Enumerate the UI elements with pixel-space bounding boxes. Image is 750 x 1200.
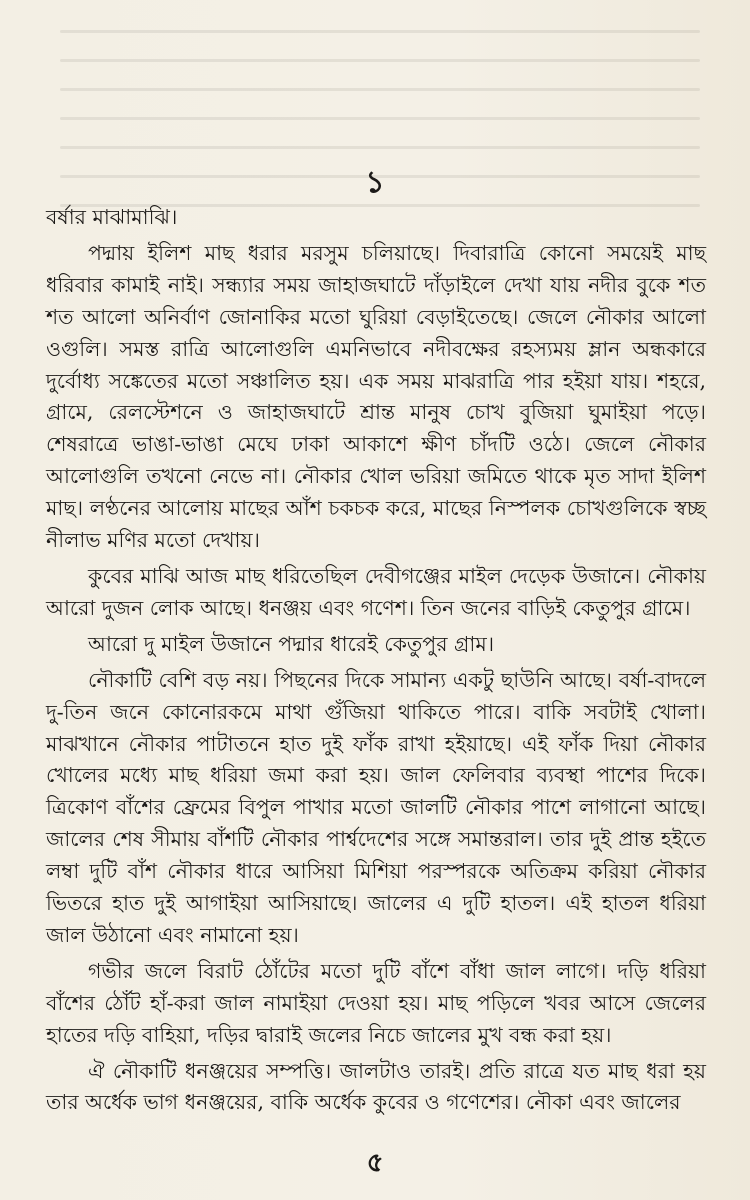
paragraph: পদ্মায় ইলিশ মাছ ধরার মরসুম চলিয়াছে। দিবারাত্রি কোনো সময়েই মাছ ধরিবার কামাই নাই। সন্ধ্যার সময় জাহাজঘাটে দাঁড়াইলে দেখা যায় নদীর বুকে শত শত আলো অনির্বাণ জোনাকির মতো ঘুরিয়া বেড়াইতেছে। জেলে নৌকার আলো ওগুলি। সমস্ত রাত্রি আলোগুলি এমনিভাবে নদীবক্ষের রহস্যময় ম্লান অন্ধকারে দুর্বোধ্য সঙ্কেতের মতো সঞ্চালিত হয়। এক সময় মাঝরাত্রি পার হইয়া যায়। শহরে, গ্রামে, রেলস্টেশনে ও জাহাজঘাটে শ্রান্ত মানুষ চোখ বুজিয়া ঘুমাইয়া পড়ে। শেষরাত্রে ভাঙা-ভাঙা মেঘে ঢাকা আকাশে ক্ষীণ চাঁদটি ওঠে। জেলে নৌকার আলোগুলি তখনো নেভে না। নৌকার খোল ভরিয়া জমিতে থাকে মৃত সাদা ইলিশ মাছ। লণ্ঠনের আলোয় মাছের আঁশ চকচক করে, মাছের নিস্পলক চোখগুলিকে স্বচ্ছ নীলাভ মণির মতো দেখায়। — [46, 240, 706, 553]
paragraph: ঐ নৌকাটি ধনঞ্জয়ের সম্পত্তি। জালটাও তারই। প্রতি রাত্রে যত মাছ ধরা হয় তার অর্ধেক ভাগ ধনঞ্জয়ের, বাকি অর্ধেক কুবের ও গণেশের। নৌকা এবং জালের — [46, 1058, 706, 1115]
paragraph: আরো দু মাইল উজানে পদ্মার ধারেই কেতুপুর গ্রাম। — [88, 631, 495, 656]
paragraph: বর্ষার মাঝামাঝি। — [46, 205, 178, 229]
page-number: ৫ — [366, 1148, 384, 1178]
paragraph: কুবের মাঝি আজ মাছ ধরিতেছিল দেবীগঞ্জের মাইল দেড়েক উজানে। নৌকায় আরো দুজন লোক আছে। ধনঞ্জয় এবং গণেশ। তিন জনের বাড়িই কেতুপুর গ্রামে। — [46, 563, 706, 620]
paragraph: নৌকাটি বেশি বড় নয়। পিছনের দিকে সামান্য একটু ছাউনি আছে। বর্ষা-বাদলে দু-তিন জনে কোনোরকমে মাথা গুঁজিয়া থাকিতে পারে। বাকি সবটাই খোলা। মাঝখানে নৌকার পাটাতনে হাত দুই ফাঁক রাখা হইয়াছে। এই ফাঁক দিয়া নৌকার খোলের মধ্যে মাছ ধরিয়া জমা করা হয়। জাল ফেলিবার ব্যবস্থা পাশের দিকে। ত্রিকোণ বাঁশের ফ্রেমের বিপুল পাখার মতো জালটি নৌকার পাশে লাগানো আছে। জালের শেষ সীমায় বাঁশটি নৌকার পার্শ্বদেশের সঙ্গে সমান্তরাল। তার দুই প্রান্ত হইতে লম্বা দুটি বাঁশ নৌকার ধারে আসিয়া মিশিয়া পরস্পরকে অতিক্রম করিয়া নৌকার ভিতরে হাত দুই আগাইয়া আসিয়াছে। জালের এ দুটি হাতল। এই হাতল ধরিয়া জাল উঠানো এবং নামানো হয়। — [46, 667, 706, 947]
body-text — [46, 202, 706, 1123]
chapter-number: ১ — [365, 165, 385, 200]
paragraph: গভীর জলে বিরাট ঠোঁটের মতো দুটি বাঁশে বাঁধা জাল লাগে। দড়ি ধরিয়া বাঁশের ঠোঁট হাঁ-করা জাল নামাইয়া দেওয়া হয়। মাছ পড়িলে খবর আসে জেলের হাতের দড়ি বাহিয়া, দড়ির দ্বারাই জলের নিচে জালের মুখ বন্ধ করা হয়। — [46, 958, 706, 1047]
